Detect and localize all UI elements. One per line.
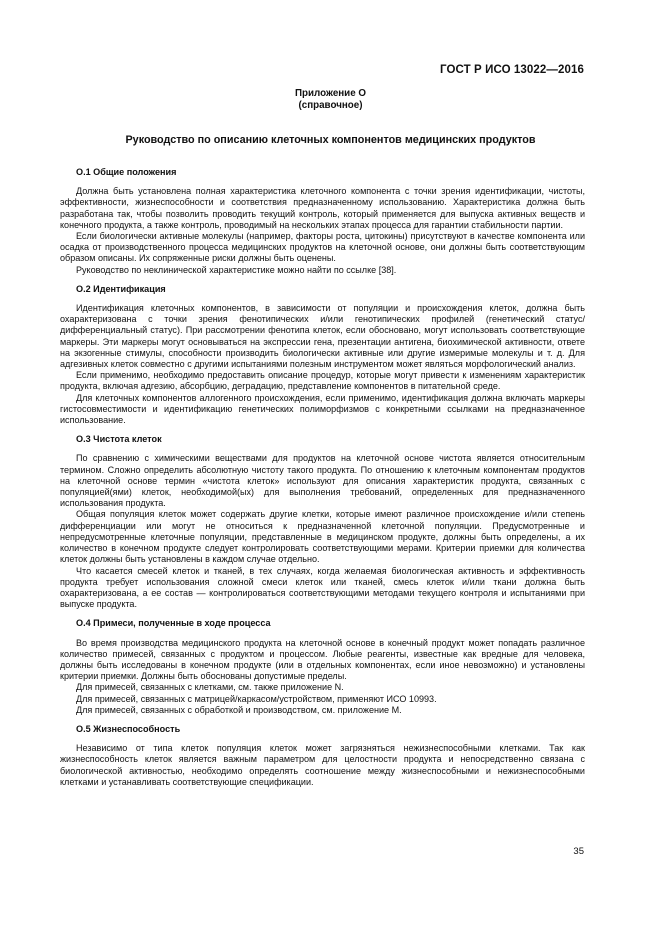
paragraph: Для примесей, связанных с клетками, см. также приложение N. xyxy=(76,682,344,693)
appendix-subtitle: (справочное) xyxy=(298,100,363,111)
section-heading-o3: О.3 Чистота клеток xyxy=(76,434,162,445)
paragraph: Идентификация клеточных компонентов, в зависимости от популяции и происхождения клеток, должна быть охарактеризована с точки зрения фенотипических и/или генотипических профилей (генетический статус/дифференциальный статус). При рассмотрении фенотипа клеток, если обосновано, могут использовать соответствующие маркеры. Эти маркеры могут основываться на экспрессии гена, презентации антигена, биохимической активности, ответе на экзогенные стимулы, способности производить биологически активные или другие измеримые молекулы и т. д. Для адгезивных клеток совместно с другими испытаниями полезным инструментом может являться морфологический анализ. xyxy=(60,303,585,370)
appendix-title: Приложение О xyxy=(295,88,366,99)
appendix-main-title: Руководство по описанию клеточных компонентов медицинских продуктов xyxy=(125,134,536,146)
paragraph: Для примесей, связанных с матрицей/каркасом/устройством, применяют ИСО 10993. xyxy=(76,693,437,704)
paragraph: Во время производства медицинского продукта на клеточной основе в конечный продукт может попадать различное количество примесей, связанных с продуктом и процессом. Любые реагенты, известные как вредные для человека, должны быть исследованы в конечном продукте (или в отдельных компонентах, если иное невозможно) и установлены критерии приемки. Должны быть обоснованы допустимые пределы. xyxy=(60,637,585,682)
section-heading-o2: О.2 Идентификация xyxy=(76,283,166,294)
section-heading-o5: О.5 Жизнеспособность xyxy=(76,723,181,734)
section-heading-o1: О.1 Общие положения xyxy=(76,167,177,177)
paragraph: Если биологически активные молекулы (например, факторы роста, цитокины) присутствуют в качестве компонента или осадка от производственного процесса медицинских продуктов на клеточной основе, они должны быть соответствующим образом описаны. Их сопряженные риски должны быть оценены. xyxy=(60,231,585,264)
section-heading-o4: О.4 Примеси, полученные в ходе процесса xyxy=(76,618,271,629)
paragraph: Если применимо, необходимо предоставить описание процедур, которые могут привести к изменениям характеристик продукта, включая адгезию, абсорбцию, деградацию, представление компонентов в питательной среде. xyxy=(60,370,585,392)
document-standard-id: ГОСТ Р ИСО 13022—2016 xyxy=(439,64,584,76)
paragraph: Для клеточных компонентов аллогенного происхождения, если применимо, идентификация должна включать маркеры гистосовместимости и идентификацию генетических полиморфизмов с конкретными ссылками на предназначенное использование. xyxy=(60,392,585,426)
paragraph: Общая популяция клеток может содержать другие клетки, которые имеют различное происхождение и/или степень дифференциации или могут не относиться к предназначенной клеточной популяции. Предусмотренные и непредусмотренные клеточные популяции, представленные в медицинском продукте, должны быть определены, а их количество в конечном продукте следует контролировать соответствующими мерами. Критерии приемки для количества клеток должны быть установлены в каждом случае отдельно. xyxy=(60,509,585,565)
document-body xyxy=(60,167,585,788)
paragraph: Руководство по неклинической характеристике можно найти по ссылке [38]. xyxy=(76,264,397,275)
paragraph: По сравнению с химическими веществами для продуктов на клеточной основе чистота является относительным термином. Сложно определить абсолютную чистоту такого продукта. По отношению к клеточным компонентам продуктов на клеточной основе термин «чистота клеток» используют для описания характеристик продукта, связанных с популяцией(ями) клеток, необходимой(ых) для выполнения требований, определенных для предназначенного использования продукта. xyxy=(60,453,585,509)
paragraph: Должна быть установлена полная характеристика клеточного компонента с точки зрения идентификации, чистоты, эффективности, жизнеспособности и соответствия предназначенному использованию. Характеристика должна быть разработана так, чтобы позволить проводить текущий контроль, который применяется для выпуска активных веществ и конечного продукта, а также контроль, проводимый на нескольких этапах процесса для гарантии стабильности партии. xyxy=(60,186,585,230)
paragraph: Независимо от типа клеток популяция клеток может загрязняться нежизнеспособными клетками. Так как жизнеспособность клеток является важным параметром для целостности продукта и непосредственно связана с биологической активностью, необходимо определять соотношение между жизнеспособными и нежизнеспособными клетками и устанавливать соответствующие спецификации. xyxy=(60,743,585,787)
paragraph: Что касается смесей клеток и тканей, в тех случаях, когда желаемая биологическая активность и эффективность продукта требует использования сложной смеси клеток или тканей, смесь клеток и/или ткани должна быть охарактеризована, а ее состав — контролироваться соответствующими методами текущего контроля и испытаниями при выпуске продукта. xyxy=(60,565,585,610)
paragraph: Для примесей, связанных с обработкой и производством, см. приложение М. xyxy=(76,704,402,715)
page-number: 35 xyxy=(573,846,584,857)
